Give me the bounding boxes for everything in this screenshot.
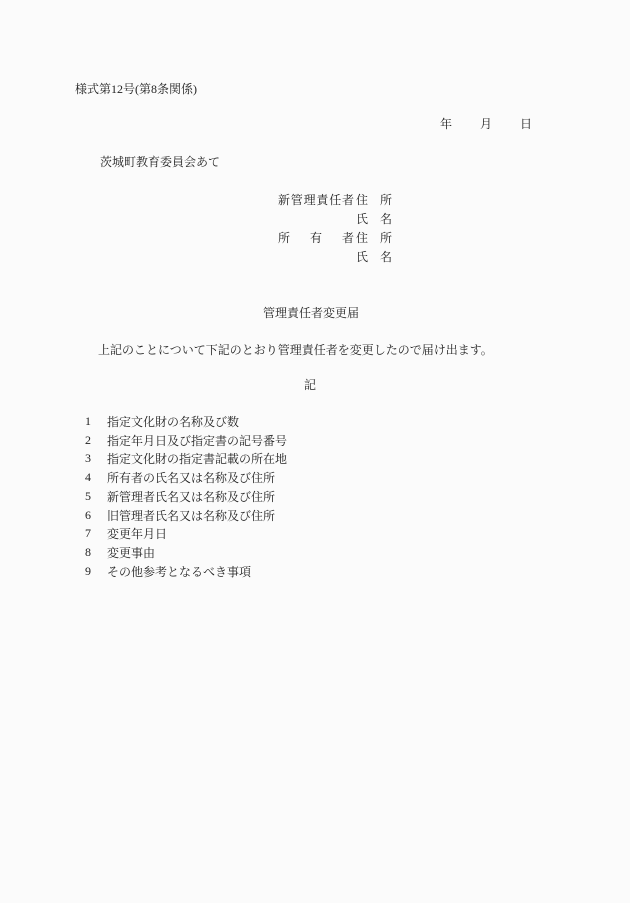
signatory-row-owner-address	[278, 228, 392, 247]
signatory-row-new-manager-name	[278, 209, 392, 228]
item-text: 所有者の氏名又は名称及び住所	[107, 471, 276, 486]
signatory-block	[278, 190, 392, 266]
item-text: その他参考となるべき事項	[107, 564, 252, 579]
list-item	[85, 506, 287, 525]
item-text: 指定年月日及び指定書の記号番号	[107, 433, 288, 448]
addressee: 茨城町教育委員会あて	[100, 155, 221, 169]
signatory-party-label: 所有者	[278, 231, 354, 245]
list-item	[85, 525, 287, 544]
list-item	[85, 468, 287, 487]
list-item	[85, 487, 287, 506]
item-text: 指定文化財の指定書記載の所在地	[107, 452, 288, 467]
item-list	[85, 412, 287, 581]
signatory-row-new-manager-address	[278, 190, 392, 209]
item-text: 変更年月日	[107, 527, 168, 542]
list-marker: 記	[304, 378, 317, 392]
signatory-party-label: 新管理責任者	[278, 193, 354, 207]
item-number: 6	[85, 507, 91, 522]
item-number: 4	[85, 470, 91, 485]
signatory-field-label-name: 氏 名	[356, 250, 393, 264]
date-month-label: 月	[479, 117, 492, 131]
body-text: 上記のことについて下記のとおり管理責任者を変更したので届け出ます。	[98, 343, 493, 357]
item-number: 9	[85, 563, 91, 578]
item-number: 2	[85, 432, 91, 447]
document-title: 管理責任者変更届	[263, 306, 360, 320]
item-number: 3	[85, 451, 91, 466]
item-number: 8	[85, 545, 91, 560]
item-text: 旧管理者氏名又は名称及び住所	[107, 508, 276, 523]
date-day-label: 日	[519, 117, 532, 131]
item-text: 指定文化財の名称及び数	[107, 414, 240, 429]
signatory-row-owner-name	[278, 247, 392, 266]
item-text: 新管理者氏名又は名称及び住所	[107, 489, 276, 504]
list-item	[85, 562, 287, 581]
signatory-field-label-name: 氏 名	[356, 212, 393, 226]
form-number: 様式第12号(第8条関係)	[75, 82, 197, 96]
list-item	[85, 543, 287, 562]
item-number: 7	[85, 526, 91, 541]
date-line	[440, 117, 532, 131]
list-item	[85, 431, 287, 450]
signatory-field-label-address: 住 所	[356, 193, 393, 207]
item-number: 1	[85, 413, 91, 428]
list-item	[85, 412, 287, 431]
list-item	[85, 450, 287, 469]
date-year-label: 年	[440, 117, 453, 131]
item-text: 変更事由	[107, 546, 156, 561]
item-number: 5	[85, 488, 91, 503]
signatory-field-label-address: 住 所	[356, 231, 393, 245]
